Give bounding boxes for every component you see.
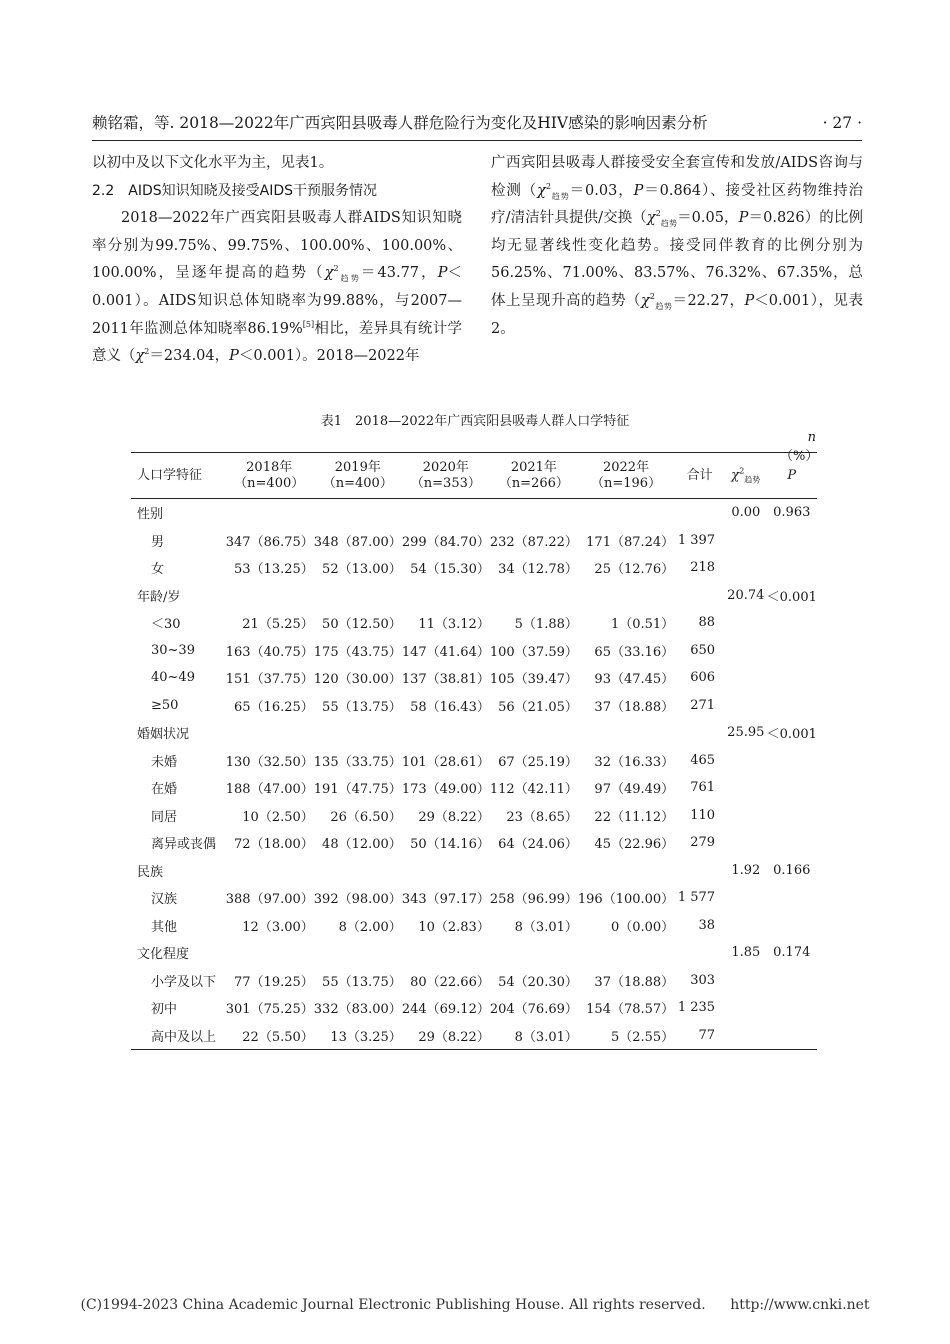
cell-value: 55（13.75） bbox=[322, 974, 402, 990]
table-row bbox=[131, 967, 817, 995]
cell-value: 32（16.33） bbox=[594, 754, 675, 770]
cell-value: 58（16.43） bbox=[410, 699, 490, 715]
row-label: 40~49 bbox=[151, 670, 195, 686]
cell-value: 37（18.88） bbox=[594, 974, 675, 990]
cell-value bbox=[578, 857, 674, 885]
cell-chi-square bbox=[725, 912, 766, 940]
cell-value: 204（76.69） bbox=[489, 1002, 578, 1018]
cell-p-value: 0.166 bbox=[773, 862, 811, 878]
row-label: 在婚 bbox=[151, 782, 178, 798]
cell-value bbox=[402, 857, 490, 885]
cell-p-value bbox=[767, 609, 817, 637]
cell-value: 97（49.49） bbox=[594, 782, 675, 798]
cell-value: 120（30.00） bbox=[313, 672, 402, 688]
cell-total: 606 bbox=[690, 670, 716, 686]
cell-total: 1 397 bbox=[677, 532, 716, 548]
cell-value: 232（87.22） bbox=[489, 534, 578, 550]
header-2021: 2021年 （n=266） bbox=[490, 453, 578, 499]
table-row bbox=[131, 582, 817, 610]
table-row bbox=[131, 884, 817, 912]
cell-value bbox=[402, 582, 490, 610]
cell-value: 23（8.65） bbox=[506, 809, 578, 825]
cell-value bbox=[314, 857, 402, 885]
cell-total bbox=[674, 719, 725, 747]
cell-value: 130（32.50） bbox=[225, 754, 314, 770]
cell-p-value bbox=[767, 527, 817, 555]
paragraph: 2018—2022年广西宾阳县吸毒人群AIDS知识知晓率分别为99.75%、99.75%、100.00%、100.00%、100.00%，呈逐年提高的趋势（$\chi^2_{趋势}=43.77$，P＜0.001）。AIDS知识总体知晓率为99.88%，与2007—2011年监测总体知晓率86.19%[5]相比，差异具有统计学意义（$\chi^2=234.04$，P＜0.001）。2018—2022年 bbox=[92, 210, 463, 365]
cell-p-value bbox=[767, 994, 817, 1022]
cell-value: 299（84.70） bbox=[401, 534, 490, 550]
cell-value: 1（0.51） bbox=[610, 617, 675, 633]
cell-chi-square bbox=[725, 747, 766, 775]
cell-value: 258（96.99） bbox=[489, 892, 578, 908]
cell-value: 65（16.25） bbox=[234, 699, 314, 715]
header-2022: 2022年 （n=196） bbox=[578, 453, 674, 499]
row-label: 未婚 bbox=[151, 754, 178, 770]
header-2019: 2019年 （n=400） bbox=[314, 453, 402, 499]
cell-value: 147（41.64） bbox=[401, 644, 490, 660]
cell-chi-square bbox=[725, 967, 766, 995]
cell-value bbox=[490, 939, 578, 967]
cell-value: 173（49.00） bbox=[401, 782, 490, 798]
cell-value bbox=[402, 499, 490, 527]
cell-value: 112（42.11） bbox=[489, 782, 578, 798]
cell-total bbox=[674, 499, 725, 527]
cell-p-value bbox=[767, 554, 817, 582]
cell-value: 347（86.75） bbox=[225, 534, 314, 550]
cell-value bbox=[314, 499, 402, 527]
cell-value: 54（20.30） bbox=[498, 974, 578, 990]
cell-value: 101（28.61） bbox=[401, 754, 490, 770]
cell-value: 0（0.00） bbox=[610, 919, 675, 935]
cell-value: 54（15.30） bbox=[410, 562, 490, 578]
row-label: ≥50 bbox=[151, 697, 179, 713]
row-label: 高中及以上 bbox=[131, 1022, 225, 1050]
cell-total bbox=[674, 939, 725, 967]
cell-value bbox=[225, 499, 314, 527]
cell-p-value bbox=[767, 664, 817, 692]
cell-value bbox=[578, 939, 674, 967]
cell-total: 279 bbox=[690, 835, 716, 851]
cell-value bbox=[578, 499, 674, 527]
cell-value: 301（75.25） bbox=[225, 1002, 314, 1018]
cell-value bbox=[225, 719, 314, 747]
cell-value: 37（18.88） bbox=[594, 699, 675, 715]
row-label: 离异或丧偶 bbox=[151, 837, 217, 853]
table-row bbox=[131, 774, 817, 802]
row-label: 30~39 bbox=[151, 642, 195, 658]
cell-value bbox=[225, 857, 314, 885]
cell-p-value bbox=[767, 637, 817, 665]
cell-value: 21（5.25） bbox=[242, 617, 314, 633]
citation: [5] bbox=[302, 319, 315, 329]
cell-total: 38 bbox=[698, 917, 716, 933]
cell-value: 10（2.83） bbox=[418, 919, 490, 935]
cell-total bbox=[674, 582, 725, 610]
cell-value: 388（97.00） bbox=[225, 892, 314, 908]
cell-value: 392（98.00） bbox=[313, 892, 402, 908]
cell-value bbox=[402, 719, 490, 747]
cell-value: 100（37.59） bbox=[489, 644, 578, 660]
cell-p-value: 0.963 bbox=[773, 505, 811, 521]
cell-value bbox=[314, 582, 402, 610]
cell-total: 218 bbox=[690, 560, 716, 576]
cell-value: 5（2.55） bbox=[578, 1022, 674, 1050]
cell-value bbox=[490, 719, 578, 747]
paragraph: 广西宾阳县吸毒人群接受安全套宣传和发放/AIDS咨询与检测（$\chi^2_{趋势}=0.03$，P＝0.864）、接受社区药物维持治疗/清洁针具提供/交换（$\chi^2_{趋势}=0.05$，P＝0.826）的比例均无显著线性变化趋势。接受同伴教育的比例分别为56.25%、71.00%、83.57%、76.32%、67.35%，总体上呈现升高的趋势（$\chi^2_{趋势}=22.27$，P＜0.001），见表2。 bbox=[491, 155, 864, 337]
row-label: 年龄/岁 bbox=[137, 589, 181, 605]
cell-value: 244（69.12） bbox=[401, 1002, 490, 1018]
cell-value bbox=[225, 582, 314, 610]
cell-chi-square bbox=[725, 609, 766, 637]
cell-chi-square bbox=[725, 884, 766, 912]
footer bbox=[0, 1297, 950, 1313]
table-row bbox=[131, 692, 817, 720]
cell-value bbox=[490, 857, 578, 885]
table-row bbox=[131, 719, 817, 747]
cell-value bbox=[578, 582, 674, 610]
row-label: 同居 bbox=[151, 809, 178, 825]
row-label: ＜30 bbox=[151, 617, 181, 633]
cell-value bbox=[490, 499, 578, 527]
cell-value: 105（39.47） bbox=[489, 672, 578, 688]
row-label: 初中 bbox=[151, 1002, 178, 1018]
text-line: 以初中及以下文化水平为主，见表1。 bbox=[92, 155, 334, 171]
cell-chi-square bbox=[725, 692, 766, 720]
table-row bbox=[131, 994, 817, 1022]
cell-value bbox=[578, 719, 674, 747]
cell-p-value bbox=[767, 1022, 817, 1050]
cell-value: 137（38.81） bbox=[401, 672, 490, 688]
cell-value bbox=[490, 582, 578, 610]
cell-p-value bbox=[767, 802, 817, 830]
cell-value: 8（3.01） bbox=[514, 919, 578, 935]
cell-chi-square: 1.85 bbox=[731, 945, 761, 961]
cell-value: 67（25.19） bbox=[498, 754, 578, 770]
row-label: 汉族 bbox=[151, 892, 178, 908]
cell-value: 26（6.50） bbox=[330, 809, 402, 825]
cell-p-value: ＜0.001 bbox=[766, 589, 817, 605]
row-label: 文化程度 bbox=[137, 947, 190, 963]
cell-value: 22（11.12） bbox=[594, 809, 675, 825]
cell-chi-square bbox=[725, 1022, 766, 1050]
cell-value: 45（22.96） bbox=[594, 837, 675, 853]
cell-chi-square bbox=[725, 664, 766, 692]
cell-chi-square bbox=[725, 527, 766, 555]
page-number: · 27 · bbox=[822, 114, 862, 132]
header-total: 合计 bbox=[674, 453, 725, 499]
cell-value: 64（24.06） bbox=[498, 837, 578, 853]
row-label: 小学及以下 bbox=[151, 974, 217, 990]
header-p-value: P bbox=[767, 453, 817, 499]
cell-p-value bbox=[767, 912, 817, 940]
cell-value: 29（8.22） bbox=[418, 809, 490, 825]
cell-total: 88 bbox=[698, 615, 716, 631]
header-2020: 2020年 （n=353） bbox=[402, 453, 490, 499]
table-unit: n（%） bbox=[780, 430, 819, 464]
cell-value: 11（3.12） bbox=[418, 617, 490, 633]
row-label: 婚姻状况 bbox=[137, 727, 190, 743]
cell-chi-square bbox=[725, 994, 766, 1022]
cell-value: 77（19.25） bbox=[234, 974, 314, 990]
cell-total: 110 bbox=[690, 807, 716, 823]
cell-value: 151（37.75） bbox=[225, 672, 314, 688]
cell-value: 52（13.00） bbox=[322, 562, 402, 578]
table-caption: 表1 2018—2022年广西宾阳县吸毒人群人口学特征 bbox=[320, 414, 630, 429]
cell-value: 8（3.01） bbox=[490, 1022, 578, 1050]
table-row bbox=[131, 637, 817, 665]
cell-value: 154（78.57） bbox=[586, 1002, 675, 1018]
cell-total: 650 bbox=[690, 642, 716, 658]
cell-p-value: 0.174 bbox=[773, 945, 811, 961]
row-label: 性别 bbox=[137, 507, 164, 523]
header-2018: 2018年 （n=400） bbox=[225, 453, 314, 499]
cell-value: 8（2.00） bbox=[338, 919, 402, 935]
cell-chi-square: 1.92 bbox=[731, 862, 761, 878]
cell-chi-square bbox=[725, 829, 766, 857]
cell-value: 171（87.24） bbox=[586, 534, 675, 550]
cell-p-value bbox=[767, 692, 817, 720]
cell-p-value bbox=[767, 774, 817, 802]
left-column bbox=[92, 150, 462, 371]
cell-chi-square: 20.74 bbox=[727, 587, 765, 603]
cell-value: 80（22.66） bbox=[410, 974, 490, 990]
cell-value bbox=[314, 719, 402, 747]
cell-total: 1 577 bbox=[677, 890, 716, 906]
cell-value: 175（43.75） bbox=[313, 644, 402, 660]
cell-value: 348（87.00） bbox=[313, 534, 402, 550]
cell-value bbox=[402, 939, 490, 967]
cell-value bbox=[225, 939, 314, 967]
table-row bbox=[131, 527, 817, 555]
cell-total: 465 bbox=[690, 752, 716, 768]
right-column bbox=[491, 150, 863, 343]
cell-value: 332（83.00） bbox=[313, 1002, 402, 1018]
cell-p-value bbox=[767, 884, 817, 912]
copyright-text: (C)1994-2023 China Academic Journal Electronic Publishing House. All rights reserved. bbox=[80, 1297, 706, 1313]
table-row bbox=[131, 939, 817, 967]
cell-value: 25（12.76） bbox=[594, 562, 675, 578]
cell-value: 50（12.50） bbox=[322, 617, 402, 633]
cell-chi-square bbox=[725, 774, 766, 802]
cell-total: 271 bbox=[690, 697, 716, 713]
cell-total: 77 bbox=[674, 1022, 725, 1050]
table-header-row bbox=[131, 453, 817, 499]
cell-value: 188（47.00） bbox=[225, 782, 314, 798]
cell-value: 12（3.00） bbox=[242, 919, 314, 935]
cell-total: 303 bbox=[690, 972, 716, 988]
cell-value: 22（5.50） bbox=[225, 1022, 314, 1050]
cell-value: 10（2.50） bbox=[242, 809, 314, 825]
section-heading: 2.2 AIDS知识知晓及接受AIDS干预服务情况 bbox=[92, 182, 378, 199]
table-row bbox=[131, 554, 817, 582]
cell-value: 93（47.45） bbox=[594, 672, 675, 688]
row-label: 其他 bbox=[151, 919, 178, 935]
cell-p-value bbox=[767, 967, 817, 995]
cell-value: 34（12.78） bbox=[498, 562, 578, 578]
table-row bbox=[131, 802, 817, 830]
table-row bbox=[131, 1022, 817, 1050]
header-chi-square: $\chi^2_{趋势}$ bbox=[725, 453, 766, 499]
cell-chi-square bbox=[725, 637, 766, 665]
cell-p-value: ＜0.001 bbox=[766, 727, 817, 743]
table-row bbox=[131, 829, 817, 857]
cell-value: 65（33.16） bbox=[594, 644, 675, 660]
header-rule bbox=[92, 140, 862, 141]
table-row bbox=[131, 609, 817, 637]
table-row bbox=[131, 857, 817, 885]
row-label: 女 bbox=[151, 562, 165, 578]
cell-chi-square: 0.00 bbox=[731, 505, 761, 521]
cell-total bbox=[674, 857, 725, 885]
cell-chi-square: 25.95 bbox=[727, 725, 765, 741]
cell-value: 72（18.00） bbox=[234, 837, 314, 853]
cell-value: 29（8.22） bbox=[402, 1022, 490, 1050]
cell-chi-square bbox=[725, 802, 766, 830]
cell-value: 5（1.88） bbox=[514, 617, 578, 633]
cell-value: 50（14.16） bbox=[410, 837, 490, 853]
header-characteristic: 人口学特征 bbox=[131, 453, 225, 499]
cell-value: 196（100.00） bbox=[577, 892, 675, 908]
cell-value: 191（47.75） bbox=[313, 782, 402, 798]
cell-value bbox=[314, 939, 402, 967]
cell-total: 761 bbox=[690, 780, 716, 796]
cell-value: 343（97.17） bbox=[401, 892, 490, 908]
demographics-table bbox=[131, 452, 817, 1050]
cell-p-value bbox=[767, 747, 817, 775]
cell-value: 56（21.05） bbox=[498, 699, 578, 715]
cell-value: 55（13.75） bbox=[322, 699, 402, 715]
row-label: 民族 bbox=[137, 864, 164, 880]
table-row bbox=[131, 747, 817, 775]
table-row bbox=[131, 499, 817, 527]
row-label: 男 bbox=[151, 534, 165, 550]
table-row bbox=[131, 912, 817, 940]
cell-value: 13（3.25） bbox=[314, 1022, 402, 1050]
cell-value: 163（40.75） bbox=[225, 644, 314, 660]
cell-chi-square bbox=[725, 554, 766, 582]
cell-value: 53（13.25） bbox=[234, 562, 314, 578]
cell-value: 48（12.00） bbox=[322, 837, 402, 853]
cell-value: 135（33.75） bbox=[313, 754, 402, 770]
cell-p-value bbox=[767, 829, 817, 857]
table-row bbox=[131, 664, 817, 692]
cell-total: 1 235 bbox=[677, 1000, 716, 1016]
running-title: 赖铭霜，等. 2018—2022年广西宾阳县吸毒人群危险行为变化及HIV感染的影响因素分析 bbox=[92, 114, 708, 132]
source-url: http://www.cnki.net bbox=[730, 1297, 870, 1313]
